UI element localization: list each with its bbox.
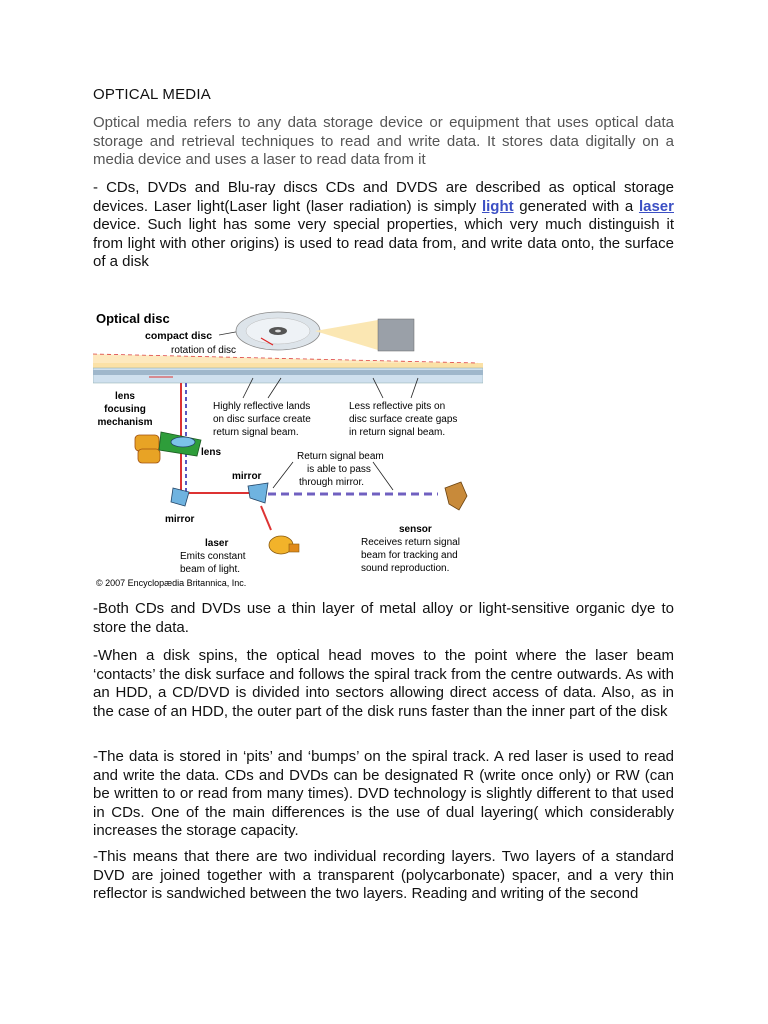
sensor-label-3: beam for tracking and xyxy=(361,550,458,561)
compact-disc-icon xyxy=(236,312,320,350)
return-label-2: is able to pass xyxy=(307,464,371,475)
return-label-1: Return signal beam xyxy=(297,451,384,462)
zoom-cone xyxy=(315,320,378,350)
lands-label-2: on disc surface create xyxy=(213,414,311,425)
sensor-label-1: sensor xyxy=(399,524,432,535)
paragraph-pits-bumps: -The data is stored in ‘pits’ and ‘bumps’ on the spiral track. A red laser is used to read and write the data. CDs and DVDs can be designated R (write once only) or RW (can be written to or read from many times). DVD technology is slightly different to that used in CDs. One of the main differences is the use of dual layering( which considerably increases the storage capacity. xyxy=(93,748,674,839)
return-label-3: through mirror. xyxy=(299,477,365,488)
laser-label-2: Emits constant xyxy=(180,551,246,562)
intro-paragraph: Optical media refers to any data storage device or equipment that uses optical data storage and retrieval techniques to read and write data. It stores data digitally on a media device and uses a laser to read data from it xyxy=(93,114,674,168)
optical-disc-diagram xyxy=(93,300,483,590)
laser-emitter-icon xyxy=(269,536,299,554)
laser-link[interactable]: laser xyxy=(638,197,674,215)
compact-disc-label: compact disc xyxy=(145,330,213,342)
lens-focusing-label-2: focusing xyxy=(104,404,146,415)
paragraph-disk-spins: -When a disk spins, the optical head moves to the point where the laser beam ‘contacts’ the disk surface and follows the spiral track from the centre outwards. As with an HDD, a CD/DVD is divided into sectors allowing direct access of data. Also, as in the case of an HDD, the outer part of the disk runs faster than the inner part of the disk xyxy=(93,647,674,720)
pits-label-1: Less reflective pits on xyxy=(349,401,446,412)
laser-emission-beam xyxy=(261,506,271,530)
pits-label-2: disc surface create gaps xyxy=(349,414,458,425)
lands-label-1: Highly reflective lands xyxy=(213,401,311,412)
laser-label-1: laser xyxy=(205,538,229,549)
lands-label-3: return signal beam. xyxy=(213,427,299,438)
rotation-label: rotation of disc xyxy=(171,345,237,356)
disc-surface-zoom xyxy=(378,319,414,351)
laser-label-3: beam of light. xyxy=(180,564,241,575)
paragraph-metal-alloy: -Both CDs and DVDs use a thin layer of metal alloy or light-sensitive organic dye to store the data. xyxy=(93,600,674,636)
copyright-text: © 2007 Encyclopædia Britannica, Inc. xyxy=(96,578,247,588)
sensor-label-4: sound reproduction. xyxy=(361,563,450,574)
p1-text-a: - CDs, DVDs and Blu-ray discs CDs and DVDS are described as optical storage devices. Laser light(Laser light (laser radiation) is simply xyxy=(93,179,674,215)
page-title: OPTICAL MEDIA xyxy=(93,86,211,103)
sensor-icon xyxy=(445,482,467,510)
mirror-bottom-label: mirror xyxy=(165,514,195,525)
lens-label: lens xyxy=(201,447,222,458)
paragraph-recording-layers: -This means that there are two individual recording layers. Two layers of a standard DVD are joined together with a transparent (polycarbonate) spacer, and a very thin reflector is sandwiched between the two layers. Reading and writing of the second xyxy=(93,848,674,902)
paragraph-optical-storage xyxy=(93,179,674,272)
lens-focusing-label-1: lens xyxy=(114,391,136,402)
p1-text-c: device. Such light has some very special properties, which very much distinguish it from light with other origins) is used to read data from, and write data onto, the surface of a disk xyxy=(93,216,674,270)
p1-text-b: generated with a xyxy=(513,197,639,215)
beam-splitter-mirror-icon xyxy=(248,483,268,503)
light-link[interactable]: light xyxy=(481,197,514,215)
pits-label-3: in return signal beam. xyxy=(349,427,446,438)
lens-focusing-mechanism-icon xyxy=(135,432,201,463)
mirror-top-label: mirror xyxy=(232,471,262,482)
disc-cross-section-top xyxy=(93,363,483,368)
sensor-label-2: Receives return signal xyxy=(361,537,460,548)
reflective-layer xyxy=(93,370,483,375)
diagram-title: Optical disc xyxy=(96,311,170,326)
lens-focusing-label-3: mechanism xyxy=(97,417,153,428)
